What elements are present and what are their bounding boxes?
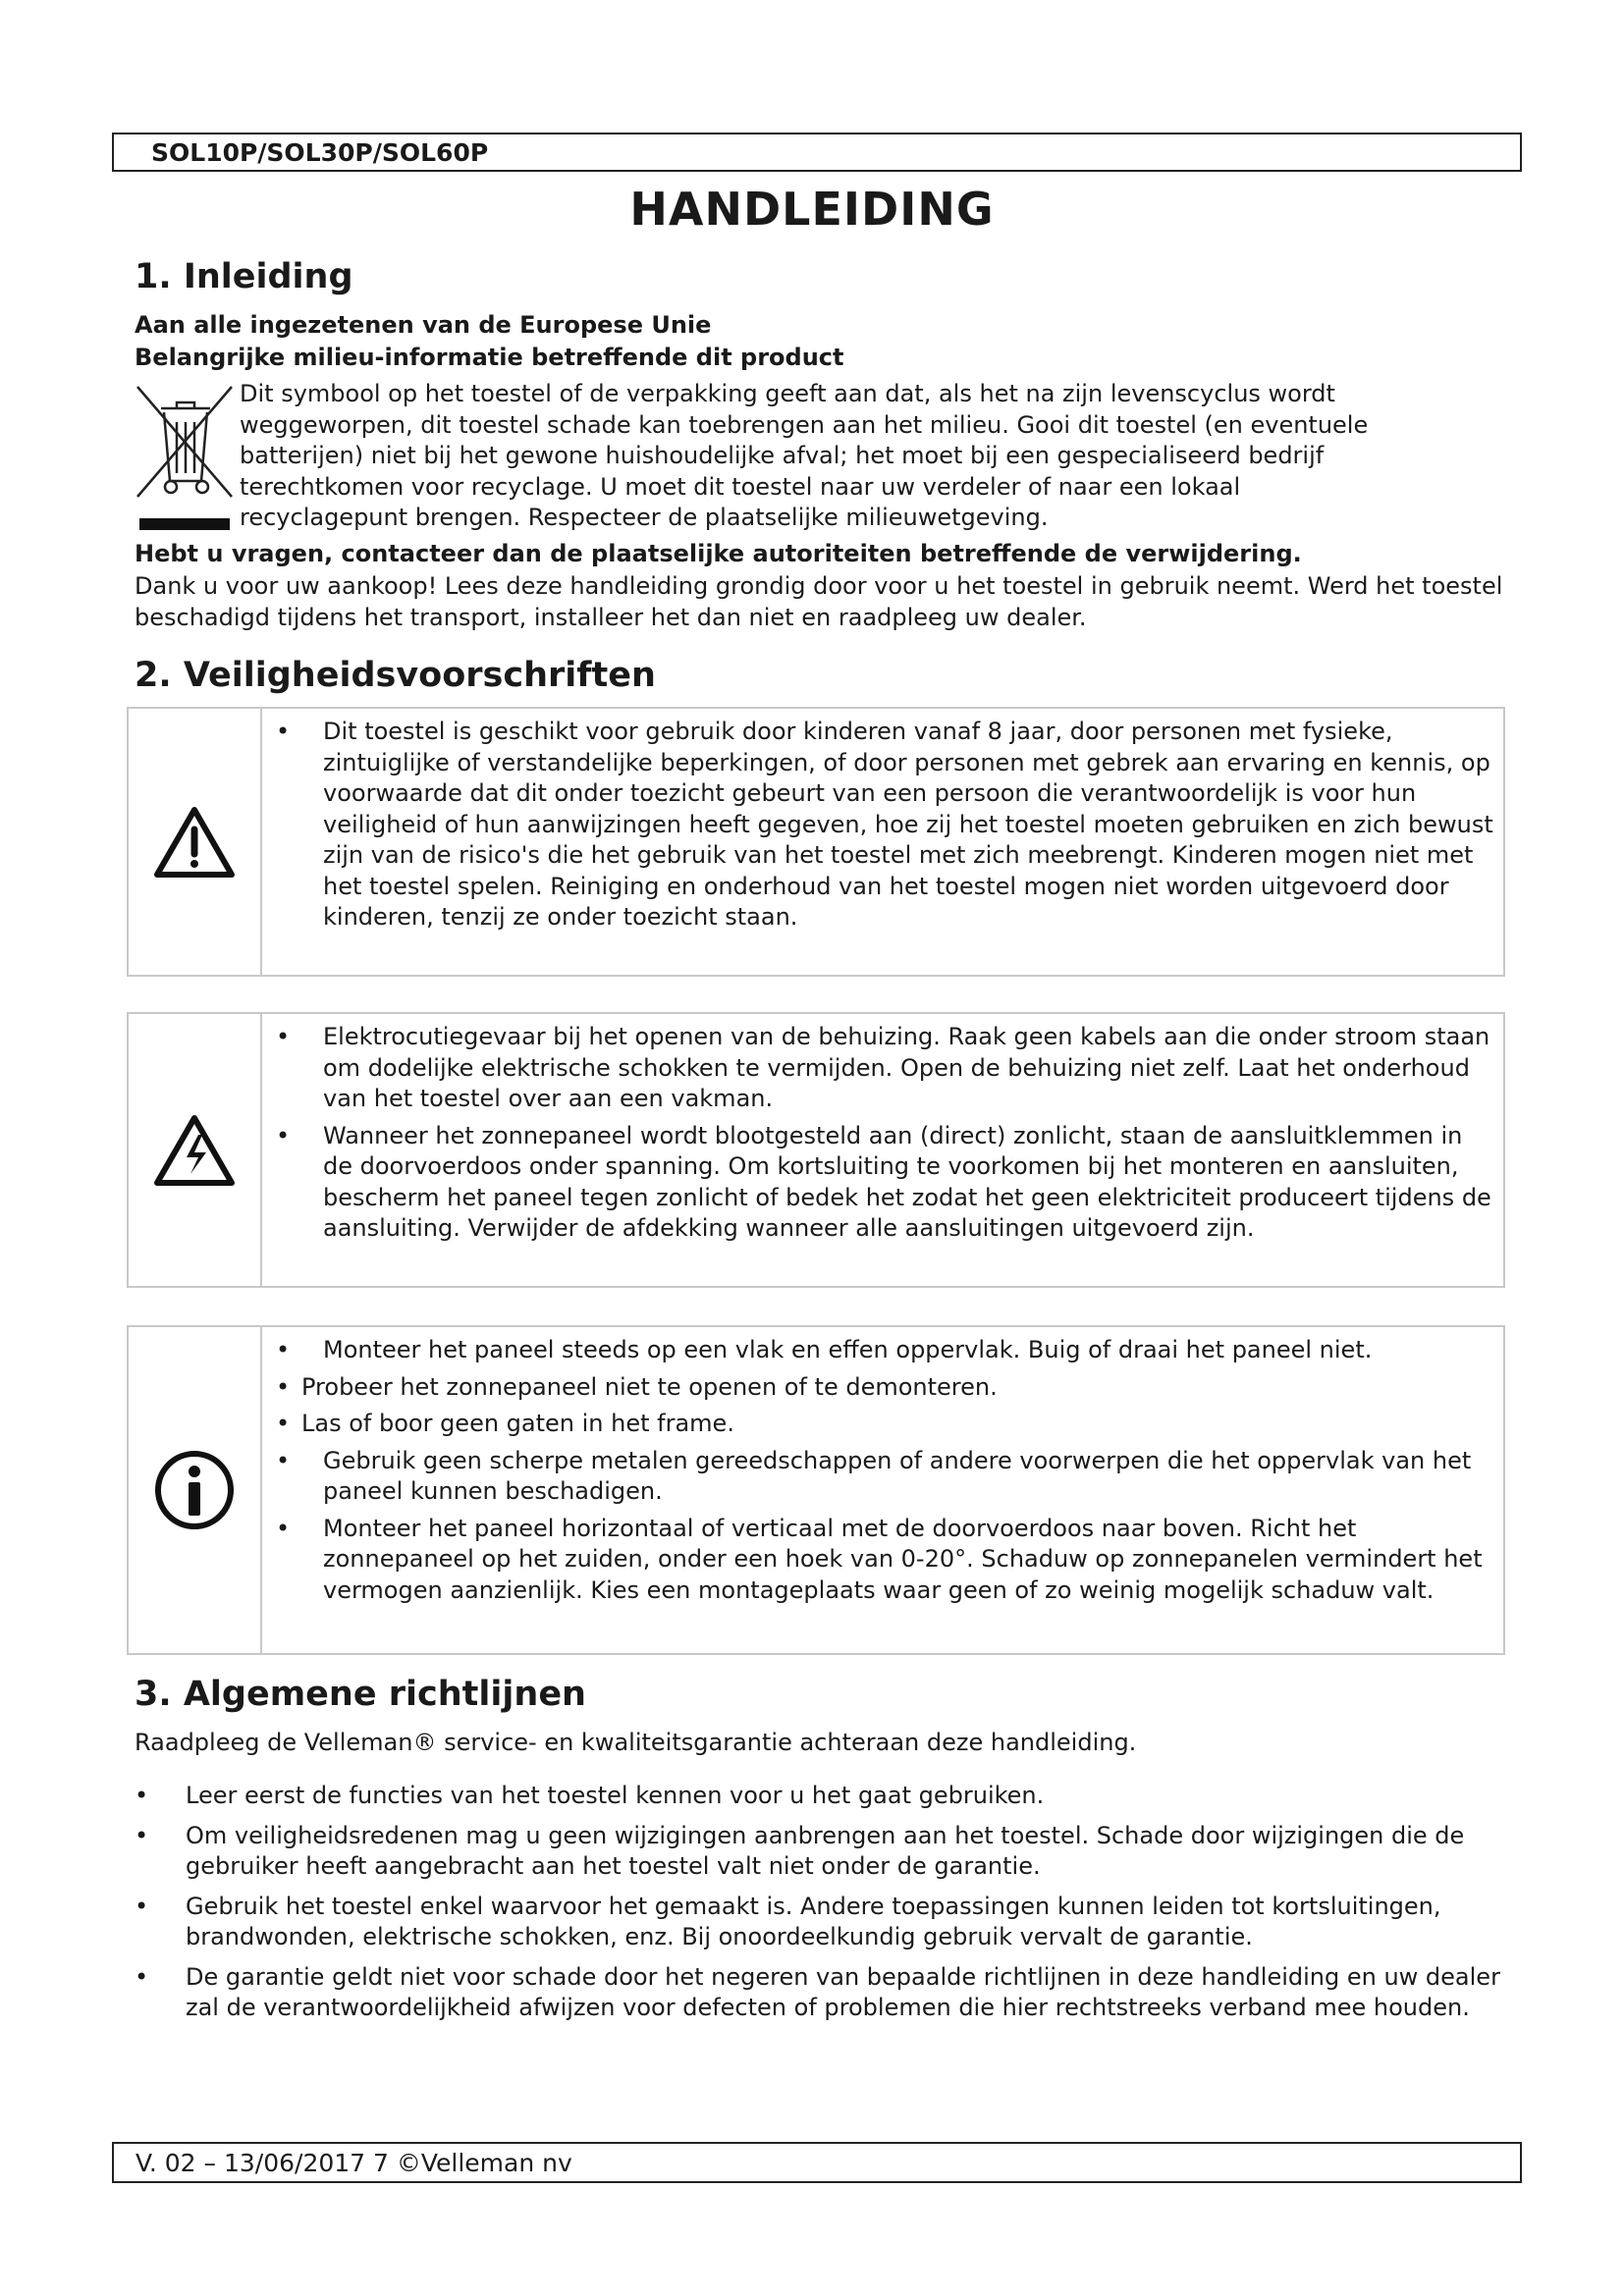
- box2-list: [272, 1022, 1495, 1245]
- model-label: SOL10P/SOL30P/SOL60P: [151, 138, 489, 167]
- list-item: • De garantie geldt niet voor schade door het negeren van bepaalde richtlijnen in deze handleiding en uw dealer zal de verantwoordelijkheid afwijzen voor defecten of problemen die hier rechtstreeks verband mee houden.: [135, 1962, 1500, 2021]
- list-item: • Om veiligheidsredenen mag u geen wijzigingen aanbrengen aan het toestel. Schade door wijzigingen die de gebruiker heeft aangebracht aan het toestel valt niet onder de garantie.: [135, 1821, 1465, 1880]
- section2-heading: 2. Veiligheidsvoorschriften: [135, 656, 656, 695]
- box1-list: [272, 717, 1495, 934]
- list-item: • Las of boor geen gaten in het frame.: [276, 1410, 734, 1437]
- footer-bar: [112, 2142, 1522, 2183]
- list-item: • Monteer het paneel horizontaal of verticaal met de doorvoerdoos naar boven. Richt het zonnepaneel op het zuiden, onder een hoek van 0-20°. Schaduw op zonnepanelen vermindert het vermogen aanzienlijk. Kies een montageplaats waar geen of zo weinig mogelijk schaduw valt.: [276, 1514, 1483, 1604]
- weee-text: [240, 379, 1516, 534]
- weee-line: recyclagepunt brengen. Respecteer de plaatselijke milieuwetgeving.: [240, 504, 1049, 531]
- list-item: • Elektrocutiegevaar bij het openen van de behuizing. Raak geen kabels aan die onder stroom staan om dodelijke elektrische schokken te vermijden. Open de behuizing niet zelf. Laat het onderhoud van het toestel over aan een vakman.: [276, 1023, 1490, 1112]
- guidelines-list: [135, 1781, 1509, 2024]
- safety-box-children: [127, 707, 1505, 977]
- eu-residents-subheading: Aan alle ingezetenen van de Europese Unie: [135, 311, 712, 339]
- box3-list: [272, 1335, 1495, 1606]
- safety-box-info: [127, 1325, 1505, 1655]
- header-bar: [112, 133, 1522, 172]
- weee-line: batterijen) niet bij het gewone huishoudelijke afval; het moet bij een gespecialiseerd bedrijf: [240, 442, 1325, 469]
- questions-notice: Hebt u vragen, contacteer dan de plaatselijke autoriteiten betreffende de verwijdering.: [135, 540, 1302, 567]
- safety-box-electric: [127, 1012, 1505, 1288]
- warning-triangle-icon: [129, 709, 262, 975]
- list-item: • Gebruik het toestel enkel waarvoor het gemaakt is. Andere toepassingen kunnen leiden tot kortsluitingen, brandwonden, elektrische schokken, enz. Bij onoordeelkundig gebruik vervalt de garantie.: [135, 1892, 1441, 1950]
- list-item: • Leer eerst de functies van het toestel kennen voor u het gaat gebruiken.: [135, 1782, 1045, 1809]
- section3-heading: 3. Algemene richtlijnen: [135, 1675, 586, 1714]
- list-item: • Gebruik geen scherpe metalen gereedschappen of andere voorwerpen die het oppervlak van het paneel kunnen beschadigen.: [276, 1446, 1472, 1505]
- section3-intro: Raadpleeg de Velleman® service- en kwaliteitsgarantie achteraan deze handleiding.: [135, 1729, 1137, 1756]
- weee-line: Dit symbool op het toestel of de verpakking geeft aan dat, als het na zijn levenscyclus wordt: [240, 380, 1335, 407]
- footer-text: V. 02 – 13/06/2017 7 ©Velleman nv: [135, 2149, 572, 2177]
- list-item: • Dit toestel is geschikt voor gebruik door kinderen vanaf 8 jaar, door personen met fysieke, zintuiglijke of verstandelijke beperkingen, of door personen met gebrek aan ervaring en kennis, op voorwaarde dat dit onder toezicht gebeurt van een persoon die verantwoordelijk is voor hun veiligheid of hun aanwijzingen heeft gegeven, hoe zij het toestel moeten gebruiken en zich bewust zijn van de risico's die het gebruik van het toestel met zich meebrengt. Kinderen mogen niet met het toestel spelen. Reiniging en onderhoud van het toestel mogen niet worden uitgevoerd door kinderen, tenzij ze onder toezicht staan.: [276, 718, 1493, 931]
- list-item: • Probeer het zonnepaneel niet te openen of te demonteren.: [276, 1372, 998, 1401]
- thanks-paragraph: Dank u voor uw aankoop! Lees deze handleiding grondig door voor u het toestel in gebruik neemt. Werd het toestel beschadigd tijdens het transport, installeer het dan niet en raadpleeg uw dealer.: [135, 572, 1503, 631]
- environment-subheading: Belangrijke milieu-informatie betreffende dit product: [135, 344, 844, 371]
- list-item: • Monteer het paneel steeds op een vlak en effen oppervlak. Buig of draai het paneel niet.: [276, 1336, 1373, 1363]
- page-title: HANDLEIDING: [629, 183, 995, 236]
- weee-line: weggeworpen, dit toestel schade kan toebrengen aan het milieu. Gooi dit toestel (en eventuele: [240, 410, 1369, 439]
- weee-bin-icon: [134, 379, 236, 532]
- info-icon: [129, 1327, 262, 1653]
- list-item: • Wanneer het zonnepaneel wordt blootgesteld aan (direct) zonlicht, staan de aansluitklemmen in de doorvoerdoos onder spanning. Om kortsluiting te voorkomen bij het monteren en aansluiten, bescherm het paneel tegen zonlicht of bedek het zodat het geen elektriciteit produceert tijdens de aansluiting. Verwijder de afdekking wanneer alle aansluitingen uitgevoerd zijn.: [276, 1121, 1491, 1242]
- section1-heading: 1. Inleiding: [135, 257, 353, 296]
- weee-line: terechtkomen voor recyclage. U moet dit toestel naar uw verdeler of naar een lokaal: [240, 472, 1241, 501]
- electric-shock-icon: [129, 1014, 262, 1286]
